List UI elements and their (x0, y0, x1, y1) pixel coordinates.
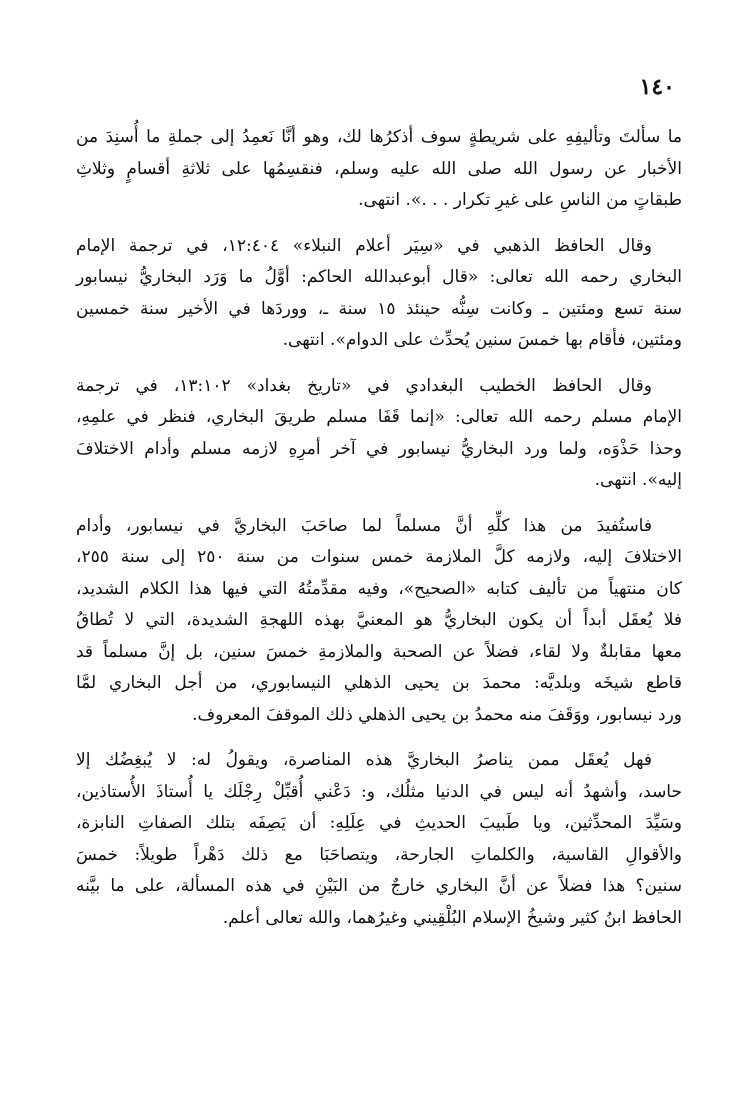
text-line: ما سألتَ وتأليفِهِ على شريطةٍ سوف أذكرُها لك، وهو أنَّا نَعمِدُ إلى جملةِ ما أُسنِدَ من (76, 127, 682, 147)
text-line: الإمام مسلم رحمه الله تعالى: «إنما قَفَا مسلم طريقَ البخاري، فنظر في علمِهِ، (76, 407, 682, 427)
text-line: إليه». انتهى. (594, 470, 682, 490)
text-line: فهل يُعقَل ممن يناصرُ البخاريَّ هذه المناصرة، ويقولُ له: لا يُبغِضُك إلا (76, 750, 652, 770)
text-line: الاختلافَ إليه، ولازمه كلَّ الملازمة خمس سنوات من سنة ٢٥٠ إلى سنة ٢٥٥، (76, 547, 682, 567)
text-line: معها مقابلةٌ ولا لقاء، فضلاً عن الصحبة والملازمةِ خمسَ سنين، بل إنَّ مسلماً قد (76, 641, 682, 662)
text-line: الأخبار عن رسول الله صلى الله عليه وسلم، فنقسِمُها على ثلاثةِ أقسامٍ وثلاثِ (76, 158, 682, 179)
paragraph (76, 122, 682, 217)
text-line: وسَيِّدَ المحدِّثين، ويا طَبيبَ الحديثِ في عِلَلِهِ: أن يَصِفَه بتلك الصفاتِ النابزة، (76, 813, 682, 833)
text-line: فاستُفيدَ من هذا كلِّهِ أنَّ مسلماً لما صاحَبَ البخاريَّ في نيسابور، وأدام (76, 515, 652, 536)
text-line: وقال الحافظ الذهبي في «سِيَر أعلام النبلاء» ١٢:٤٠٤، في ترجمة الإمام (76, 235, 652, 256)
text-line: سنة تسع ومئتين ـ وكانت سِنُّه حينئذ ١٥ سنة ـ، ووردَها في الأخير سنة خمسين (76, 298, 683, 319)
text-line: قاطع شيخَه وبلديَّه: محمدَ بن يحيى الذهلي النيسابوري، من أجل البخاري لمَّا (76, 673, 682, 693)
text-line: ورد نيسابور، ووَقَفَ منه محمدُ بن يحيى الذهلي ذلك الموقفَ المعروف. (192, 704, 682, 725)
text-line: ومئتين، فأقام بها خمسَ سنين يُحدِّث على الدوام». انتهى. (282, 330, 682, 350)
text-line: وقال الحافظ الخطيب البغدادي في «تاريخ بغداد» ١٣:١٠٢، في ترجمة (76, 375, 652, 396)
text-line: حاسد، وأشهدُ أنه ليس في الدنيا مثلُك، و: دَعْني أُقبِّلْ رِجْلَك يا أُستاذَ الأُستاذين، (76, 781, 682, 802)
text-line: الحافظ ابنُ كثير وشيخُ الإسلام البُلْقِيني وغيرُهما، والله تعالى أعلم. (222, 907, 682, 928)
text-line: والأقوالِ القاسية، والكلماتِ الجارحة، ويتصاحَبَا مع ذلك دَهْراً طويلاً: خمسَ (76, 844, 682, 865)
text-line: كان منتهياً من تأليف كتابه «الصحيح»، وفيه مقدِّمتُهُ التي فيها هذا الكلام الشديد، (76, 578, 682, 599)
text-line: البخاري رحمه الله تعالى: «قال أبوعبدالله الحاكم: أوَّلُ ما وَرَد البخاريُّ نيسابور (76, 267, 682, 287)
page-number: ١٤٠ (639, 74, 675, 100)
page-body (76, 122, 682, 934)
text-line: سنين؟ هذا فضلاً عن أنَّ البخاري خارجٌ من البَيْنِ في هذه المسألة، على ما بيَّنه (76, 876, 682, 896)
paragraph (76, 371, 682, 497)
text-line: وحذا حَذْوَه، ولما ورد البخاريُّ نيسابور في آخر أمرِهِ لازمه مسلم وأدام الاختلافَ (76, 438, 682, 459)
paragraph (76, 745, 682, 934)
paragraph (76, 511, 682, 732)
text-line: فلا يُعقَل أبداً أن يكون البخاريُّ هو المعنيَّ بهذه اللهجةِ الشديدة، التي لا تُطاقُ (76, 610, 682, 630)
text-line: طبقاتٍ من الناسِ على غيرِ تكرار . . .». انتهى. (358, 190, 682, 210)
paragraph (76, 231, 682, 357)
